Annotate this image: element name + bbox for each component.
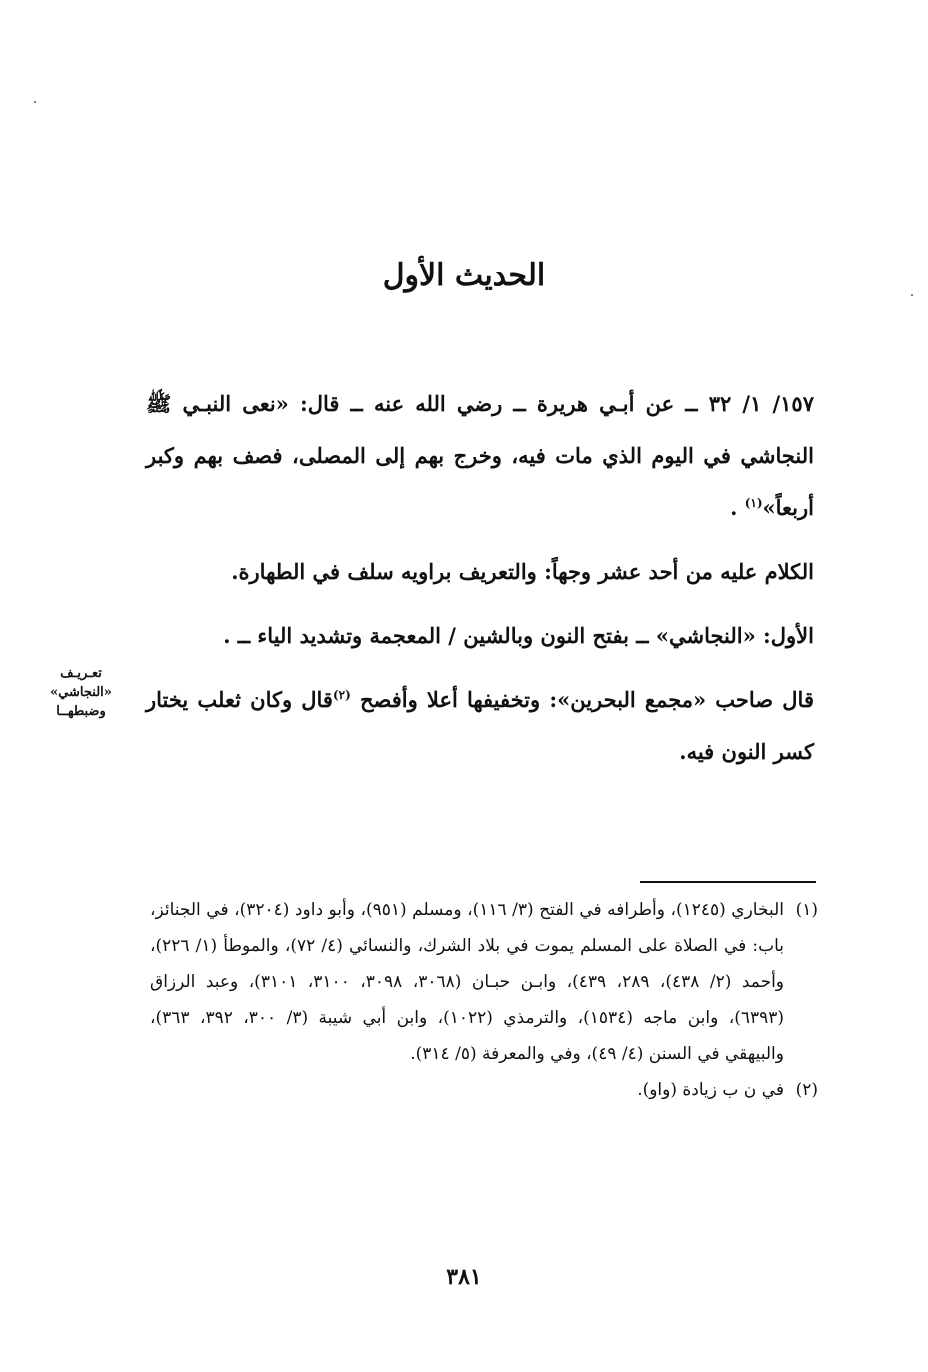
first-aspect-text: «النجاشي» ــ بفتح النون وبالشين / المعجمة وتشديد الياء ــ . xyxy=(223,623,756,648)
first-aspect-label: الأول: xyxy=(763,623,814,648)
page-number: ٣٨١ xyxy=(446,1264,482,1290)
margin-note-line: وضبطهــا xyxy=(56,704,106,719)
quote-text-continued: قال وكان ثعلب يختار كسر النون فيه. xyxy=(146,687,814,764)
main-text xyxy=(146,378,814,778)
margin-note-line: «النجاشي» xyxy=(50,685,112,700)
footnote-number: (١) xyxy=(795,900,818,920)
page-title: الحديث الأول xyxy=(382,258,546,293)
footnote-separator xyxy=(640,881,816,883)
margin-note-line: تعـريـف xyxy=(60,666,102,681)
footnote-1 xyxy=(150,892,818,1072)
footnote-text: في ن ب زيادة (واو). xyxy=(637,1080,784,1100)
footnote-number: (٢) xyxy=(795,1080,818,1100)
scan-speck xyxy=(34,101,36,103)
footnote-text: البخاري (١٢٤٥)، وأطرافه في الفتح (٣/ ١١٦)، ومسلم (٩٥١)، وأبو داود (٣٢٠٤)، في الجنائز، باب: في الصلاة على المسلم يموت في بلاد الشرك، والنسائي (٤/ ٧٢)، والموطأ (١/ ٢٢٦)، وأحمد (٢/ ٤٣٨)، ٢٨٩، ٤٣٩)، وابـن حبـان (٣٠٦٨، ٣٠٩٨، ٣١٠٠، ٣١٠١)، وعبد الرزاق (٦٣٩٣)، وابن ماجه (١٥٣٤)، والترمذي (١٠٢٢)، وابن أبي شيبة (٣/ ٣٠٠، ٣٩٢، ٣٦٣)، والبيهقي في السنن (٤/ ٤٩)، وفي والمعرفة (٥/ ٣١٤). xyxy=(150,900,785,1064)
margin-note xyxy=(32,664,130,721)
footnotes xyxy=(150,892,818,1108)
hadith-end: . xyxy=(730,495,738,520)
quote-paragraph xyxy=(146,674,814,778)
footnote-ref-1: (١) xyxy=(744,496,763,510)
footnote-2 xyxy=(150,1072,818,1108)
quote-text: قال صاحب «مجمع البحرين»: وتخفيفها أعلا وأفصح xyxy=(359,687,814,712)
hadith-paragraph xyxy=(146,378,814,534)
first-aspect-paragraph xyxy=(146,610,814,662)
footnote-ref-2: (٢) xyxy=(332,688,351,702)
hadith-text: ١٥٧/ ١/ ٣٢ ــ عن أبـي هريرة ــ رضي الله عنه ــ قال: «نعى النبـي ﷺ النجاشي في اليوم الذي مات فيه، وخرج بهم إلى المصلى، فصف بهم وكبر أربعاً» xyxy=(146,391,814,520)
discussion-paragraph: الكلام عليه من أحد عشر وجهاً: والتعريف براويه سلف في الطهارة. xyxy=(231,559,814,584)
